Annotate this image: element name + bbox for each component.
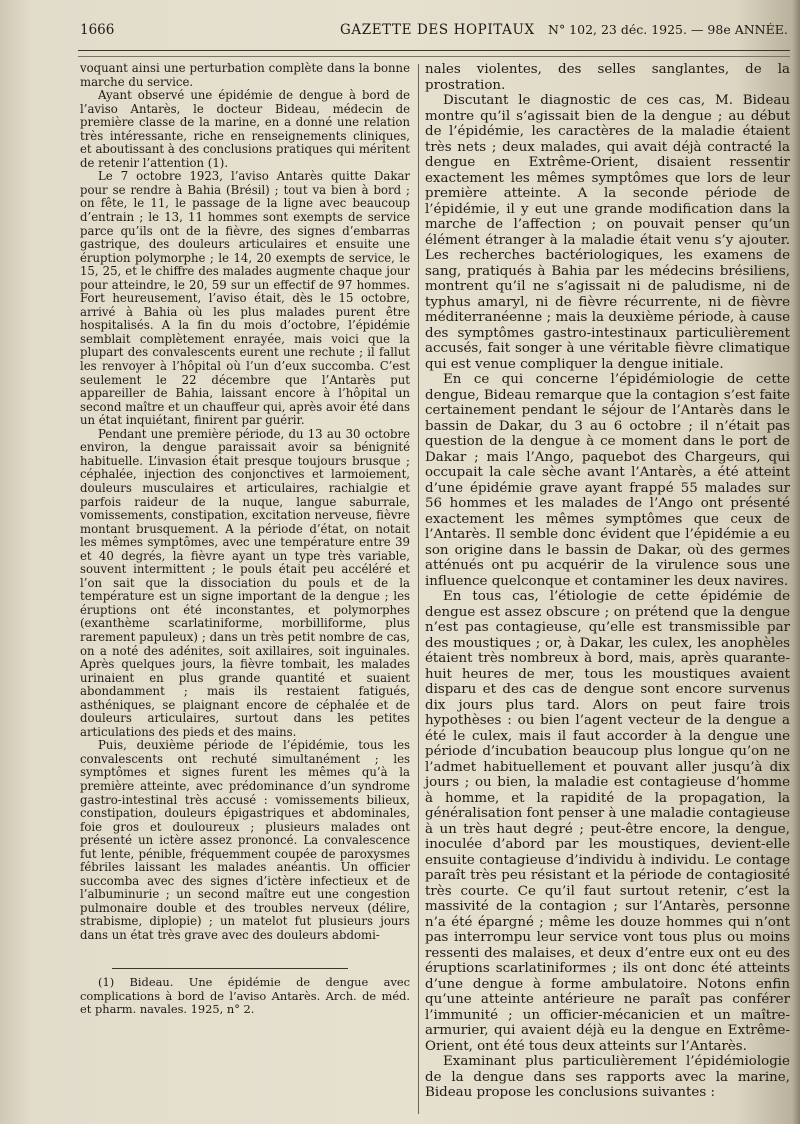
paragraph: Discutant le diagnostic de ces cas, M. Bideau montre qu’il s’agissait bien de la dengue ; au début de l’épidémie, les caractères de la maladie étaient très nets ; deux malades, qui avait déjà contracté la dengue en Extrême-Orient, disaient ressentir exactement les mêmes symptômes que lors de leur première atteinte. A la seconde période de l’épidémie, il y eut une grande modification dans la marche de l’affection ; on pouvait penser qu’un élément étranger à la maladie était venu s’y ajouter. Les recherches bactériologiques, les examens de sang, pratiqués à Bahia par les médecins brésiliens, montrent qu’il ne s’agissait ni de paludisme, ni de typhus amaryl, ni de fièvre récurrente, ni de fièvre méditerranéenne ; mais la deuxième période, à cause des symptômes gastro-intestinaux particulièrement accusés, fait songer à une véritable fièvre climatique qui est venue compliquer la dengue initiale.	[425, 93, 790, 372]
paragraph: Ayant observé une épidémie de dengue à bord de l’aviso Antarès, le docteur Bideau, médecin de première classe de la marine, en a donné une relation très intéressante, riche en renseignements cliniques, et aboutissant à des conclusions pratiques qui méritent de retenir l’attention (1).	[80, 88, 410, 170]
header-rule	[78, 50, 790, 51]
paragraph: Le 7 octobre 1923, l’aviso Antarès quitte Dakar pour se rendre à Bahia (Brésil) ; tout va bien à bord ; on fête, le 11, le passage de la ligne avec beaucoup d’entrain ; le 13, 11 hommes sont exempts de service parce qu’ils ont de la fièvre, des signes d’embarras gastrique, des douleurs articulaires et ensuite une éruption polymorphe ; le 14, 20 exempts de service, le 15, 25, et le chiffre des malades augmente chaque jour pour atteindre, le 20, 59 sur un effectif de 97 hommes. Fort heureusement, l’aviso était, dès le 15 octobre, arrivé à Bahia où les plus malades purent être hospitalisés. A la fin du mois d’octobre, l’épidémie semblait complètement enrayée, mais voici que la plupart des convalescents eurent une rechute ; il fallut les renvoyer à l’hôpital où l’un d’eux succomba. C’est seulement le 22 décembre que l’Antarès put appareiller de Bahia, laissant encore à l’hôpital un second maître et un chauffeur qui, après avoir été dans un état inquiétant, finirent par guérir.	[80, 169, 410, 428]
paragraph: voquant ainsi une perturbation complète dans la bonne marche du service.	[80, 61, 410, 89]
paragraph: Puis, deuxième période de l’épidémie, tous les convalescents ont rechuté simultanément ; les symptômes et signes furent les mêmes qu’à la première atteinte, avec prédominance d’un syndrome gastro-intestinal très accusé : vomissements bilieux, constipation, douleurs épigastriques et abdominales, foie gros et douloureux ; plusieurs malades ont présenté un ictère assez prononcé. La convalescence fut lente, pénible, fréquemment coupée de paroxysmes fébriles laissant les malades anéantis. Un officier succomba avec des signes d’ictère infectieux et de l’albuminurie ; un second maître eut une congestion pulmonaire double et des troubles nerveux (délire, strabisme, diplopie) ; un matelot fut plusieurs jours dans un état très grave avec des douleurs abdomi-	[80, 738, 410, 942]
page-number: 1666	[80, 22, 115, 38]
paragraph: En ce qui concerne l’épidémiologie de cette dengue, Bideau remarque que la contagion s’est faite certainement pendant le séjour de l’Antarès dans le bassin de Dakar, du 3 au 6 octobre ; il n’était pas question de la dengue à ce moment dans le port de Dakar ; mais l’Ango, paquebot des Chargeurs, qui occupait la cale sèche avant l’Antarès, a été atteint d’une épidémie grave ayant frappé 55 malades sur 56 hommes et les malades de l’Ango ont présenté exactement les mêmes symptômes que ceux de l’Antarès. Il semble donc évident que l’épidémie a eu son origine dans le bassin de Dakar, où des germes atténués ont pu acquérir de la virulence sous une influence quelconque et contaminer les deux navires.	[425, 372, 790, 589]
footnote-text: (1) Bideau. Une épidémie de dengue avec complications à bord de l’aviso Antarès. Arch. de méd. et pharm. navales. 1925, n° 2.	[80, 975, 410, 1016]
journal-title: GAZETTE DES HOPITAUX	[340, 22, 535, 38]
paragraph: En tous cas, l’étiologie de cette épidémie de dengue est assez obscure ; on prétend que la dengue n’est pas contagieuse, qu’elle est transmissible par des moustiques ; or, à Dakar, les culex, les anophèles étaient très nombreux à bord, mais, après quarante-huit heures de mer, tous les moustiques avaient disparu et des cas de dengue sont encore survenus dix jours plus tard. Alors on peut faire trois hypothèses : ou bien l’agent vecteur de la dengue a été le culex, mais il faut accorder à la dengue une période d’incubation beaucoup plus longue qu’on ne l’admet habituellement et pouvant aller jusqu’à dix jours ; ou bien, la maladie est contagieuse d’homme à homme, et la rapidité de la propagation, la généralisation font penser à une maladie contagieuse à un très haut degré ; peut-être encore, la dengue, inoculée d’abord par les moustiques, devient-elle ensuite contagieuse d’individu à individu. Le contage paraît très peu résistant et la période de contagiosité très courte. Ce qu’il faut surtout retenir, c’est la massivité de la contagion ; sur l’Antarès, personne n’a été épargné ; même les douze hommes qui n’ont pas interrompu leur service vont tous plus ou moins ressenti des malaises, et deux d’entre eux ont eu des éruptions scarlatiniformes ; ils ont donc été atteints d’une dengue à forme ambulatoire. Notons enfin qu’une atteinte antérieure ne paraît pas conférer l’immunité ; un officier-mécanicien et un maître-armurier, qui avaient déjà eu la dengue en Extrême-Orient, ont été tous deux atteints sur l’Antarès.	[425, 589, 790, 1054]
header-rule-thin	[78, 56, 790, 57]
column-divider	[418, 64, 419, 1114]
paragraph: Examinant plus particulièrement l’épidémiologie de la dengue dans ses rapports avec la marine, Bideau propose les conclusions suivantes :	[425, 1054, 790, 1100]
footnote	[80, 976, 410, 1017]
left-column	[80, 62, 410, 943]
right-column	[425, 62, 790, 1101]
paragraph: nales violentes, des selles sanglantes, de la prostration.	[425, 62, 790, 93]
paragraph: Pendant une première période, du 13 au 30 octobre environ, la dengue paraissait avoir sa bénignité habituelle. L’invasion était presque toujours brusque ; céphalée, injection des conjonctives et larmoiement, douleurs musculaires et articulaires, rachialgie et parfois raideur de la nuque, langue saburrale, vomissements, constipation, excitation nerveuse, fièvre montant brusquement. A la période d’état, on notait les mêmes symptômes, avec une température entre 39 et 40 degrés, la fièvre ayant un type très variable, souvent intermittent ; le pouls était peu accéléré et l’on sait que la dissociation du pouls et de la température est un signe important de la dengue ; les éruptions ont été inconstantes, et polymorphes (exanthème scarlatiniforme, morbilliforme, plus rarement papuleux) ; dans un très petit nombre de cas, on a noté des adénites, soit axillaires, soit inguinales. Après quelques jours, la fièvre tombait, les malades urinaient en plus grande quantité et suaient abondamment ; mais ils restaient fatigués, asthéniques, se plaignant encore de céphalée et de douleurs articulaires, surtout dans les petites articulations des pieds et des mains.	[80, 426, 410, 739]
issue-info: N° 102, 23 déc. 1925. — 98e ANNÉE.	[548, 22, 788, 37]
footnote-rule	[112, 968, 348, 969]
